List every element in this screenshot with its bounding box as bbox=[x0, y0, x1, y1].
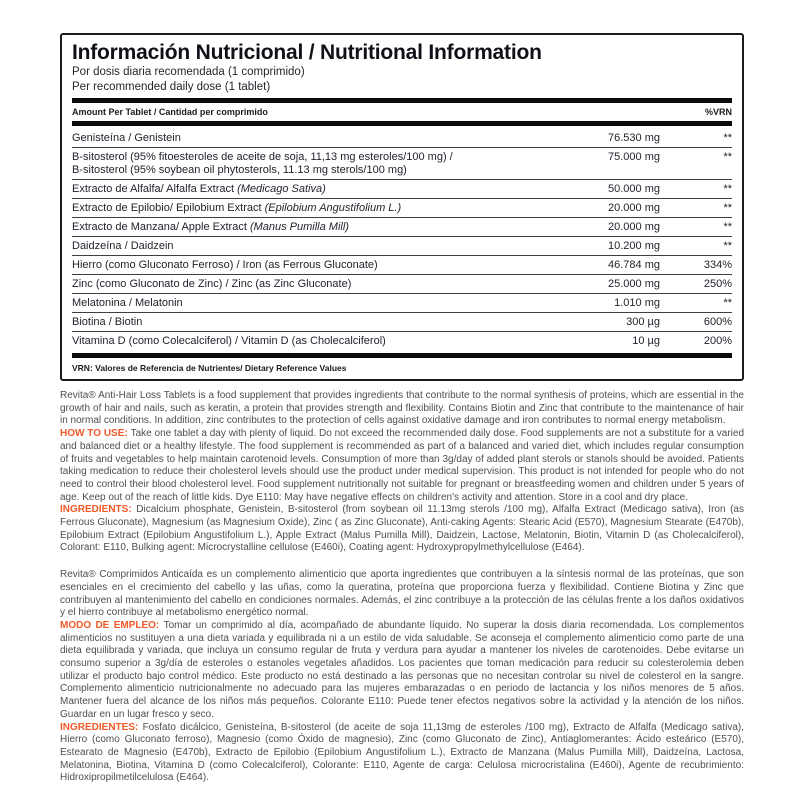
nutrient-amount: 76.530 mg bbox=[608, 132, 660, 144]
nutrient-vrn: 200% bbox=[703, 335, 732, 347]
nutrient-name: Genisteína / Genistein bbox=[72, 132, 181, 144]
nutrient-vrn: ** bbox=[723, 151, 732, 163]
paragraph-label: HOW TO USE: bbox=[60, 428, 131, 440]
paragraph: INGREDIENTES: Fosfato dicálcico, Genisteína, B-sitosterol (de aceite de soja 11,13mg de esteroles /100 mg), Extracto de Alfalfa (Medicago sativa), Hierro (como Gluconato ferroso), Magnesio (como Óxido de magnesio), Zinc (como Gluconato de Zinc), Antiaglomerantes: Ácido esteárico (E570), Estearato de Magnesio (E470b), Extracto de Epilobio (Epilobium Angustifolium L.), Extracto de Manzana (Malus Pumilla Mill), Daidzeína, Lactosa, Melatonina, Biotina, Vitamina D (como Colecalciferol), Colorante: E110, Agente de carga: Celulosa microcristalina (E460i), Agente de recubrimiento: Hidroxipropilmetilcelulosa (E464). bbox=[60, 721, 744, 784]
nutrition-label bbox=[60, 33, 744, 785]
nutrient-amount: 10 µg bbox=[632, 335, 660, 347]
latin-name: (Epilobium Angustifolium L.) bbox=[264, 202, 402, 214]
paragraph-label: MODO DE EMPLEO: bbox=[60, 619, 164, 631]
divider-bar-header bbox=[72, 121, 732, 126]
nutrient-vrn: ** bbox=[723, 183, 732, 195]
nutrient-name: Vitamina D (como Colecalciferol) / Vitamin D (as Cholecalciferol) bbox=[72, 335, 386, 347]
nutrient-vrn: ** bbox=[723, 297, 732, 309]
nutrient-vrn: 334% bbox=[703, 259, 732, 271]
paragraph-label: INGREDIENTS: bbox=[60, 504, 137, 516]
nutrient-vrn: ** bbox=[723, 132, 732, 144]
nutrient-name: Extracto de Manzana/ Apple Extract (Manus Pumilla Mill) bbox=[72, 221, 349, 233]
nutrient-name: Daidzeína / Daidzein bbox=[72, 240, 174, 252]
nutrient-amount: 20.000 mg bbox=[608, 202, 660, 214]
latin-name: (Medicago Sativa) bbox=[237, 183, 326, 195]
nutrient-amount: 75.000 mg bbox=[608, 151, 660, 163]
vrn-footnote: VRN: Valores de Referencia de Nutrientes/ Dietary Reference Values bbox=[72, 363, 347, 373]
paragraph: Revita® Comprimidos Anticaída es un complemento alimenticio que aporta ingredientes que contribuyen a la síntesis normal de las proteínas, que son esenciales en el crecimiento del cabello y las uñas, como la queratina, proteína que proporciona fuerza y flexibilidad. Contiene Biotina y Zinc que contribuyen al mantenimiento del cabello en condiciones normales. Además, el zinc contribuye a la protección de las células frente a los daños oxidativos y el hierro contribuye al metabolismo energético normal. bbox=[60, 569, 744, 619]
nutrient-amount: 10.200 mg bbox=[608, 240, 660, 252]
dose-line-en: Per recommended daily dose (1 tablet) bbox=[72, 81, 271, 93]
table-row bbox=[72, 256, 732, 275]
table-row bbox=[72, 148, 732, 180]
nutrition-rows bbox=[72, 129, 732, 350]
table-row bbox=[72, 313, 732, 332]
divider-bar-bottom bbox=[72, 353, 732, 358]
paragraph-label: INGREDIENTES: bbox=[60, 721, 143, 733]
table-row bbox=[72, 129, 732, 148]
table-row bbox=[72, 275, 732, 294]
paragraph: INGREDIENTS: Dicalcium phosphate, Genistein, B-sitosterol (from soybean oil 11.13mg sterols /100 mg), Alfalfa Extract (Medicago sativa), Iron (as Ferrous Gluconate), Magnesium (as Magnesium Oxide), Zinc ( as Zinc Gluconate), Anti-caking Agents: Stearic Acid (E570), Magnesium Stearate (E470b), Epilobium Extract (Epilobium Angustifolium L.), Apple Extract (Malus Pumilla Mill), Daidzein, Lactose, Melatonin, Biotin, Vitamin D (as Cholecalciferol), Colorant: E110, Bulking agent: Microcrystalline cellulose (E460i), Coating agent: Hydroxypropylmethylcellulose (E464). bbox=[60, 504, 744, 554]
text-section-english bbox=[60, 390, 744, 555]
table-row bbox=[72, 180, 732, 199]
nutrient-amount: 25.000 mg bbox=[608, 278, 660, 290]
table-row bbox=[72, 199, 732, 218]
latin-name: (Manus Pumilla Mill) bbox=[249, 221, 349, 233]
nutrient-amount: 1.010 mg bbox=[614, 297, 660, 309]
nutrient-vrn: 250% bbox=[703, 278, 732, 290]
dose-line-es: Por dosis diaria recomendada (1 comprimido) bbox=[72, 66, 305, 78]
nutrient-name: B-sitosterol (95% fitoesteroles de aceite de soja, 11,13 mg esteroles/100 mg) / B-sitosterol (95% soybean oil phytosterols, 11.13 mg sterols/100 mg) bbox=[72, 151, 453, 176]
nutrient-vrn: ** bbox=[723, 240, 732, 252]
text-section-spanish bbox=[60, 569, 744, 785]
nutrient-name: Extracto de Alfalfa/ Alfalfa Extract (Medicago Sativa) bbox=[72, 183, 326, 195]
paragraph: MODO DE EMPLEO: Tomar un comprimido al día, acompañado de abundante líquido. No superar la dosis diaria recomendada. Los complementos alimenticios no sustituyen a una dieta variada y equilibrada ni a un estilo de vida saludable. Se aconseja el complemento alimenticio como parte de una dieta equilibrada y variada, que incluya un consumo regular de fruta y verdura para ayudar a mantener los niveles de carotenoides. Debe evitarse un consumo superior a 3g/día de esteroles o estanoles vegetales añadidos. Los pacientes que toman medicación para reducir su colesterolemia deben utilizar el producto bajo control médico. Este producto no está destinado a las personas que no necesitan controlar su nivel de colesterol en la sangre. Complemento alimenticio nutricionalmente no adecuado para las mujeres embarazadas o en periodo de lactancia y los niños menores de 5 años. Mantener fuera del alcance de los niños más pequeños. Colorante E110: Puede tener efectos negativos sobre la actividad y la atención de los niños. Guardar en un lugar fresco y seco. bbox=[60, 619, 744, 720]
nutrient-amount: 20.000 mg bbox=[608, 221, 660, 233]
paragraph: HOW TO USE: Take one tablet a day with plenty of liquid. Do not exceed the recommended daily dose. Food supplements are not a substitute for a varied and balanced diet or a healthy lifestyle. The food supplement is recommended as part of a balanced and varied diet, which includes regular consumption of fruits and vegetables to help maintain carotenoid levels. Consumption of more than 3g/day of added plant sterols or stanols should be avoided. Patients taking medication to reduce their cholesterol levels should use the product under medical supervision. This product is not intended for people who do not need to control their blood cholesterol level. Food supplement nutritionally not suitable for pregnant or breastfeeding women and children under 5 years of age. Keep out of the reach of little kids. Dye E110: May have negative effects on children's activity and attention. Store in a cool and dry place. bbox=[60, 428, 745, 503]
nutrient-name: Zinc (como Gluconato de Zinc) / Zinc (as Zinc Gluconate) bbox=[72, 278, 352, 290]
nutrient-name: Extracto de Epilobio/ Epilobium Extract (Epilobium Angustifolium L.) bbox=[72, 202, 402, 214]
panel-title: Información Nutricional / Nutritional Information bbox=[72, 41, 542, 64]
nutrient-name: Biotina / Biotin bbox=[72, 316, 143, 328]
column-header-row bbox=[72, 106, 732, 118]
nutrient-amount: 46.784 mg bbox=[608, 259, 660, 271]
nutrient-vrn: ** bbox=[723, 202, 732, 214]
column-header-vrn: %VRN bbox=[704, 107, 732, 117]
nutrient-vrn: ** bbox=[723, 221, 732, 233]
table-row bbox=[72, 218, 732, 237]
table-row bbox=[72, 237, 732, 256]
nutrition-facts-panel bbox=[60, 33, 744, 381]
nutrient-name: Hierro (como Gluconato Ferroso) / Iron (as Ferrous Gluconate) bbox=[72, 259, 378, 271]
nutrient-vrn: 600% bbox=[703, 316, 732, 328]
divider-bar-top bbox=[72, 98, 732, 103]
nutrient-amount: 50.000 mg bbox=[608, 183, 660, 195]
nutrient-amount: 300 µg bbox=[626, 316, 660, 328]
nutrient-name: Melatonina / Melatonin bbox=[72, 297, 183, 309]
paragraph: Revita® Anti-Hair Loss Tablets is a food supplement that provides ingredients that contribute to the normal synthesis of proteins, which are essential in the growth of hair and nails, such as keratin, a protein that provides strength and flexibility. Contains Biotin and Zinc that contribute to the maintenance of hair in normal conditions. In addition, zinc contributes to the protection of cells against oxidative damage and iron contributes to normal energy metabolism. bbox=[60, 390, 744, 427]
table-row bbox=[72, 332, 732, 350]
column-header-amount: Amount Per Tablet / Cantidad per comprimido bbox=[72, 107, 268, 117]
table-row bbox=[72, 294, 732, 313]
